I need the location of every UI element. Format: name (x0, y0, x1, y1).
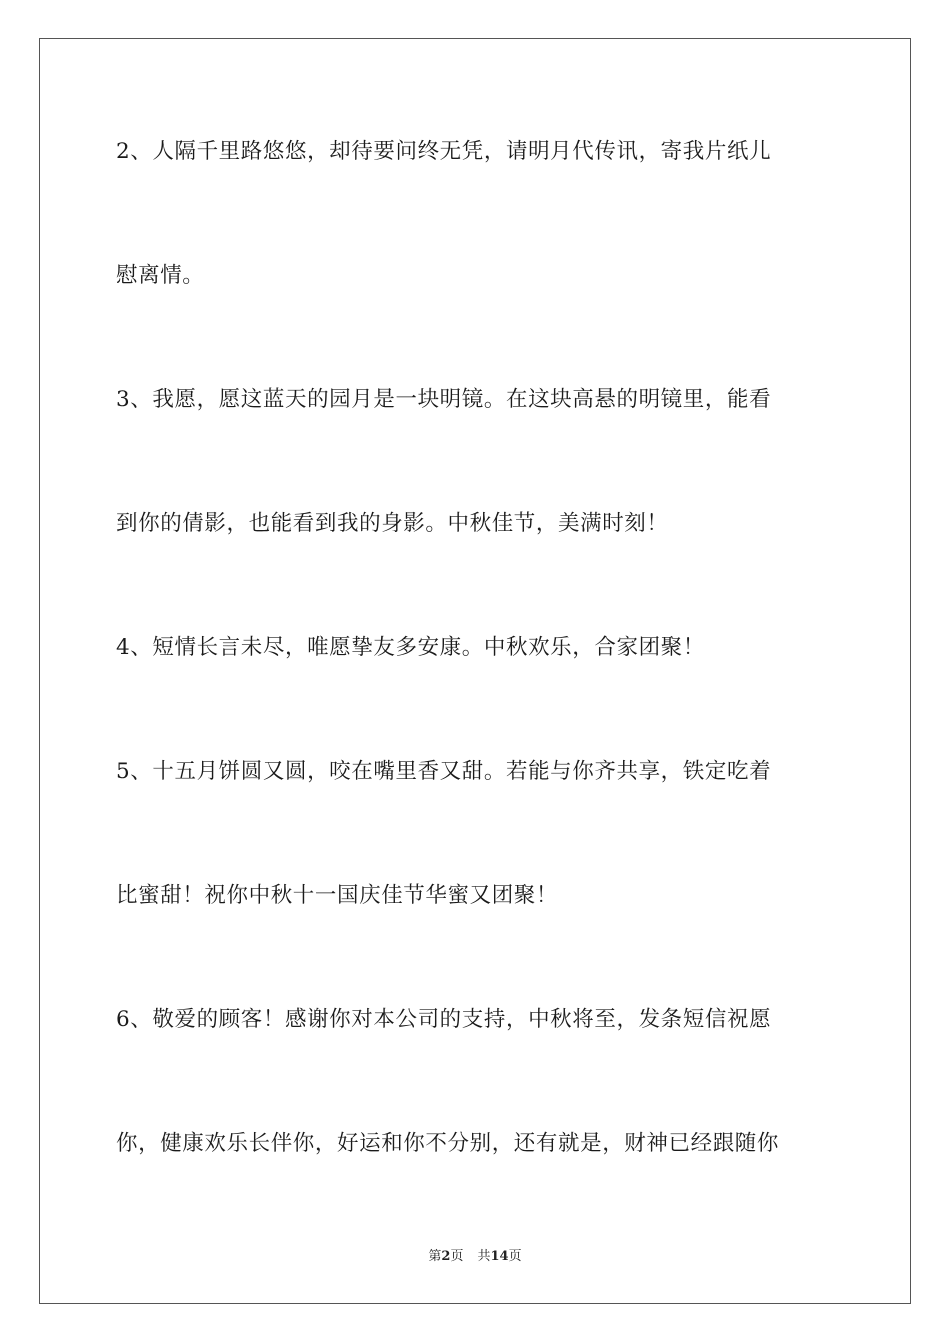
total-suffix: 页 (508, 1249, 522, 1264)
text-line: 到你的倩影，也能看到我的身影。中秋佳节，美满时刻！ (116, 511, 669, 536)
page-border (39, 38, 911, 1304)
text-line: 你，健康欢乐长伴你，好运和你不分别，还有就是，财神已经跟随你 (116, 1131, 780, 1156)
text-line: 3、我愿，愿这蓝天的园月是一块明镜。在这块高悬的明镜里，能看 (116, 387, 772, 412)
text-line: 5、十五月饼圆又圆，咬在嘴里香又甜。若能与你齐共享，铁定吃着 (116, 759, 772, 784)
text-line: 4、短情长言未尽，唯愿挚友多安康。中秋欢乐，合家团聚！ (116, 635, 705, 660)
text-line: 6、敬爱的顾客！感谢你对本公司的支持，中秋将至，发条短信祝愿 (116, 1007, 772, 1032)
text-line: 2、人隔千里路悠悠，却待要问终无凭，请明月代传讯，寄我片纸儿 (116, 139, 772, 164)
page-footer (0, 1248, 950, 1266)
page-suffix: 页 (450, 1249, 464, 1264)
total-pages: 14 (490, 1249, 509, 1264)
total-prefix: 共 (477, 1249, 491, 1264)
page-number: 2 (441, 1249, 451, 1264)
text-line: 比蜜甜！祝你中秋十一国庆佳节华蜜又团聚！ (116, 883, 559, 908)
text-line: 慰离情。 (116, 263, 205, 288)
page-prefix: 第 (428, 1249, 442, 1264)
